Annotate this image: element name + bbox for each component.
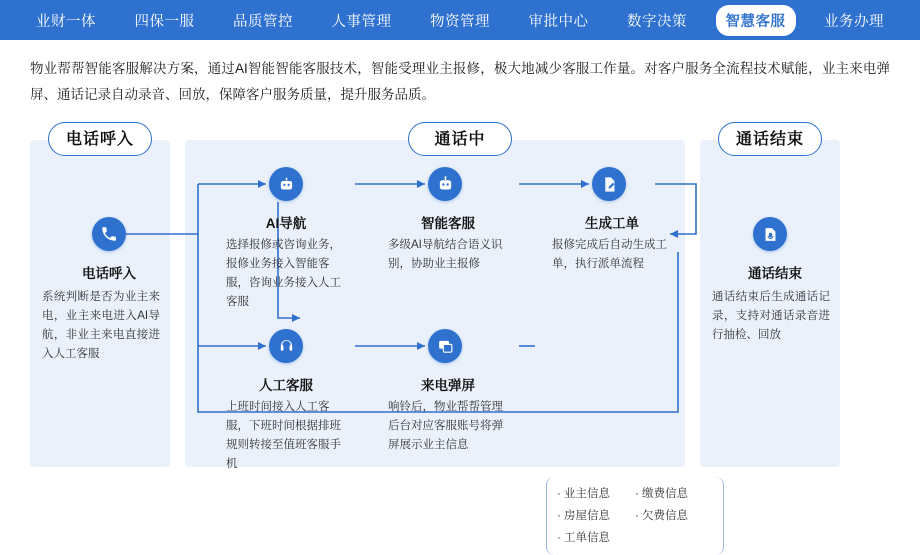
nav-item-0[interactable]: 业财一体 [36, 13, 96, 30]
node-title-ai-nav: AI导航 [265, 216, 307, 231]
top-navigation-bar [0, 0, 920, 40]
stage-title-call-end: 通话结束 [718, 122, 822, 156]
info-item-work-order: · 工单信息 [557, 532, 611, 544]
document-edit-icon [592, 167, 626, 201]
phone-icon [92, 217, 126, 251]
nav-item-1[interactable]: 四保一服 [134, 13, 195, 30]
screen-popup-icon [428, 329, 462, 363]
nav-item-5[interactable]: 审批中心 [528, 13, 589, 30]
node-title-smart-service: 智能客服 [421, 216, 475, 231]
nav-item-6[interactable]: 数字决策 [627, 13, 687, 30]
nav-item-3[interactable]: 人事管理 [331, 13, 392, 30]
node-desc-screen-popup: 响铃后，物业帮帮管理后台对应客服账号将弹屏展示业主信息 [388, 401, 503, 451]
stage-title-incoming: 电话呼入 [48, 122, 152, 156]
info-item-arrears: · 欠费信息 [635, 510, 689, 522]
stage-title-in-call: 通话中 [408, 122, 512, 156]
info-item-payment: · 缴费信息 [635, 488, 689, 500]
intro-paragraph: 物业帮帮智能客服解决方案，通过AI智能智能客服技术，智能受理业主报修，极大地减少客服工作量。对客户服务全流程技术赋能，业主来电弹屏、通话记录自动录音、回放，保障客户服务质量，提升服务品质。 [30, 61, 890, 102]
nav-item-2[interactable]: 品质管控 [233, 13, 293, 30]
node-title-screen-popup: 来电弹屏 [421, 378, 475, 393]
node-desc-human-service: 上班时间接入人工客服，下班时间根据排班规则转接至值班客服手机 [226, 401, 341, 470]
popup-info-box [546, 477, 724, 555]
nav-item-smart-service-active[interactable]: 智慧客服 [716, 5, 796, 36]
node-title-incoming-call: 电话呼入 [82, 266, 136, 281]
info-item-owner: · 业主信息 [557, 488, 611, 500]
call-end-record-icon [753, 217, 787, 251]
nav-item-8[interactable]: 业务办理 [824, 13, 884, 30]
node-desc-incoming-call: 系统判断是否为业主来电，业主来电进入AI导航，非业主来电直接进入人工客服 [42, 291, 160, 360]
node-desc-smart-service: 多级AI导航结合语义识别，协助业主报修 [388, 239, 503, 270]
robot-nav-icon [269, 167, 303, 201]
flow-diagram [30, 122, 890, 544]
node-desc-ai-nav: 选择报修或咨询业务，报修业务接入智能客服，咨询业务接入人工客服 [226, 239, 341, 308]
node-desc-call-end: 通话结束后生成通话记录，支持对通话录音进行抽检、回放 [712, 291, 830, 341]
node-title-work-order: 生成工单 [585, 216, 639, 231]
robot-icon [428, 167, 462, 201]
node-desc-work-order: 报修完成后自动生成工单，执行派单流程 [552, 239, 667, 270]
nav-item-4[interactable]: 物资管理 [430, 13, 490, 30]
node-title-human-service: 人工客服 [259, 378, 313, 393]
info-item-house: · 房屋信息 [557, 510, 611, 522]
node-title-call-end: 通话结束 [748, 266, 802, 281]
headset-icon [269, 329, 303, 363]
